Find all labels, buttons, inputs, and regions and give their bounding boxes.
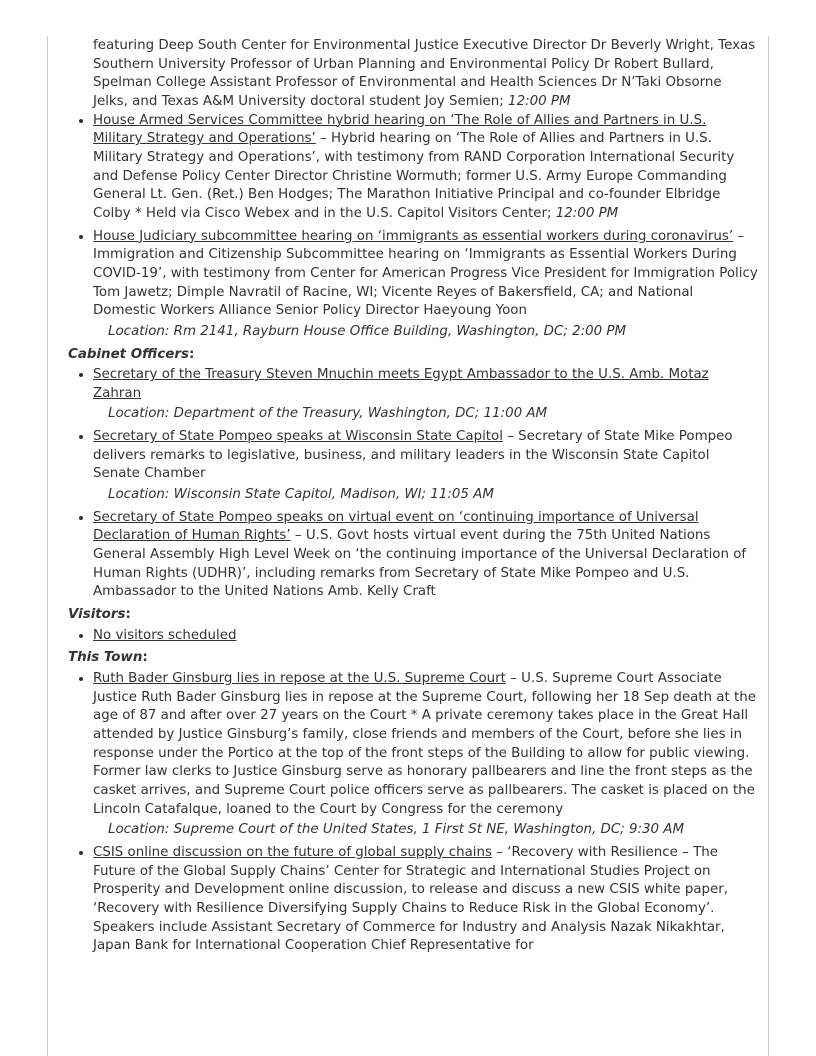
visitors-list: [68, 627, 758, 646]
event-location: Location: Supreme Court of the United States, 1 First St NE, Washington, DC; 9:30 AM: [108, 822, 685, 838]
list-item: [93, 112, 758, 224]
event-description: – Secretary of State Mike Pompeo delivers remarks to legislative, business, and military leaders in the Wisconsin State Capitol Senate Chamber: [93, 429, 733, 482]
section-heading-this-town: This Town:: [68, 650, 148, 666]
event-link[interactable]: Ruth Bader Ginsburg lies in repose at the U.S. Supreme Court: [93, 671, 506, 686]
event-description: – Immigration and Citizenship Subcommittee hearing on ‘Immigrants as Essential Workers During COVID-19’, with testimony from Center for American Progress Vice President for Immigration Policy Tom Jawetz; Dimple Navratil of Racine, WI; Vicente Reyes of Bakersfield, CA; and National Domestic Workers Alliance Senior Policy Director Haeyoung Yoon: [93, 228, 758, 319]
cabinet-list: [68, 366, 758, 602]
event-link[interactable]: House Armed Services Committee hybrid hearing on ‘The Role of Allies and Partners in U.S. Military Strategy and Operations’: [93, 112, 707, 147]
list-item: [93, 366, 758, 424]
event-link[interactable]: CSIS online discussion on the future of global supply chains: [93, 844, 492, 860]
section-heading-visitors: Visitors:: [68, 607, 131, 623]
event-description: – U.S. Supreme Court Associate Justice Ruth Bader Ginsburg lies in repose at the Supreme Court, following her 18 Sep death at the age of 87 and after over 27 years on the Court * A private ceremony takes place in the Great Hall attended by Justice Ginsburg’s family, close friends and members of the Court, before she lies in response under the Portico at the top of the front steps of the Building to allow for public viewing. Former law clerks to Justice Ginsburg serve as honorary pallbearers and line the front steps as the casket arrives, and Supreme Court police officers serve as pallbearers. The casket is placed on the Lincoln Catafalque, loaned to the Court by Congress for the ceremony: [93, 671, 756, 817]
event-description: – U.S. Govt hosts virtual event during the 75th United Nations General Assembly High Level Week on ‘the continuing importance of the Universal Declaration of Human Rights (UDHR)’, including remarks from Secretary of State Mike Pompeo and U.S. Ambassador to the United Nations Amb. Kelly Craft: [93, 528, 747, 600]
intro-time: 12:00 PM: [508, 93, 571, 109]
section-heading-cabinet: Cabinet Officers:: [68, 346, 195, 362]
event-link[interactable]: Secretary of State Pompeo speaks on virtual event on ‘continuing importance of Universal Declaration of Human Rights’: [93, 509, 699, 544]
town-list: [68, 670, 758, 956]
list-item: [93, 509, 758, 602]
list-item: [93, 428, 758, 505]
event-link[interactable]: No visitors scheduled: [93, 627, 237, 643]
event-location: Location: Rm 2141, Rayburn House Office Building, Washington, DC; 2:00 PM: [108, 323, 627, 339]
event-link[interactable]: Secretary of State Pompeo speaks at Wisconsin State Capitol: [93, 429, 503, 445]
event-link[interactable]: Secretary of the Treasury Steven Mnuchin meets Egypt Ambassador to the U.S. Amb. Motaz Zahran: [93, 367, 709, 401]
event-description: – ‘Recovery with Resilience – The Future of the Global Supply Chains’ Center for Strategic and International Studies Project on Prosperity and Development online discussion, to release and discuss a new CSIS white paper, ‘Recovery with Resilience Diversifying Supply Chains to Reduce Risk in the Global Economy’. Speakers include Assistant Secretary of Commerce for Industry and Analysis Nazak Nikakhtar, Japan Bank for International Cooperation Chief Representative for: [93, 844, 729, 954]
event-description: – Hybrid hearing on ‘The Role of Allies and Partners in U.S. Military Strategy and Operations’, with testimony from RAND Corporation International Security and Defense Policy Center Director Christine Wormuth; former U.S. Army Europe Commanding General Lt. Gen. (Ret.) Ben Hodges; The Marathon Initiative Principal and co-founder Elbridge Colby * Held via Cisco Webex and in the U.S. Capitol Visitors Center;: [93, 131, 735, 221]
list-item: [93, 627, 758, 646]
list-item: [93, 670, 758, 840]
event-location: Location: Wisconsin State Capitol, Madison, WI; 11:05 AM: [108, 487, 494, 503]
intro-paragraph: [68, 37, 758, 112]
document-body: [68, 37, 758, 960]
list-item: [93, 228, 758, 342]
event-time: 12:00 PM: [555, 205, 619, 221]
list-item: [93, 844, 758, 956]
event-location: Location: Department of the Treasury, Washington, DC; 11:00 AM: [108, 406, 548, 422]
intro-text: featuring Deep South Center for Environmental Justice Executive Director Dr Beverly Wright, Texas Southern University Professor of Urban Planning and Environmental Policy Dr Robert Bullard, Spelman College Assistant Professor of Environmental and Health Sciences Dr N’Taki Obsorne Jelks, and Texas A&M University doctoral student Joy Semien;: [93, 38, 756, 109]
congress-list: [68, 112, 758, 342]
event-link[interactable]: House Judiciary subcommittee hearing on ‘immigrants as essential workers during coronavirus’: [93, 228, 734, 244]
